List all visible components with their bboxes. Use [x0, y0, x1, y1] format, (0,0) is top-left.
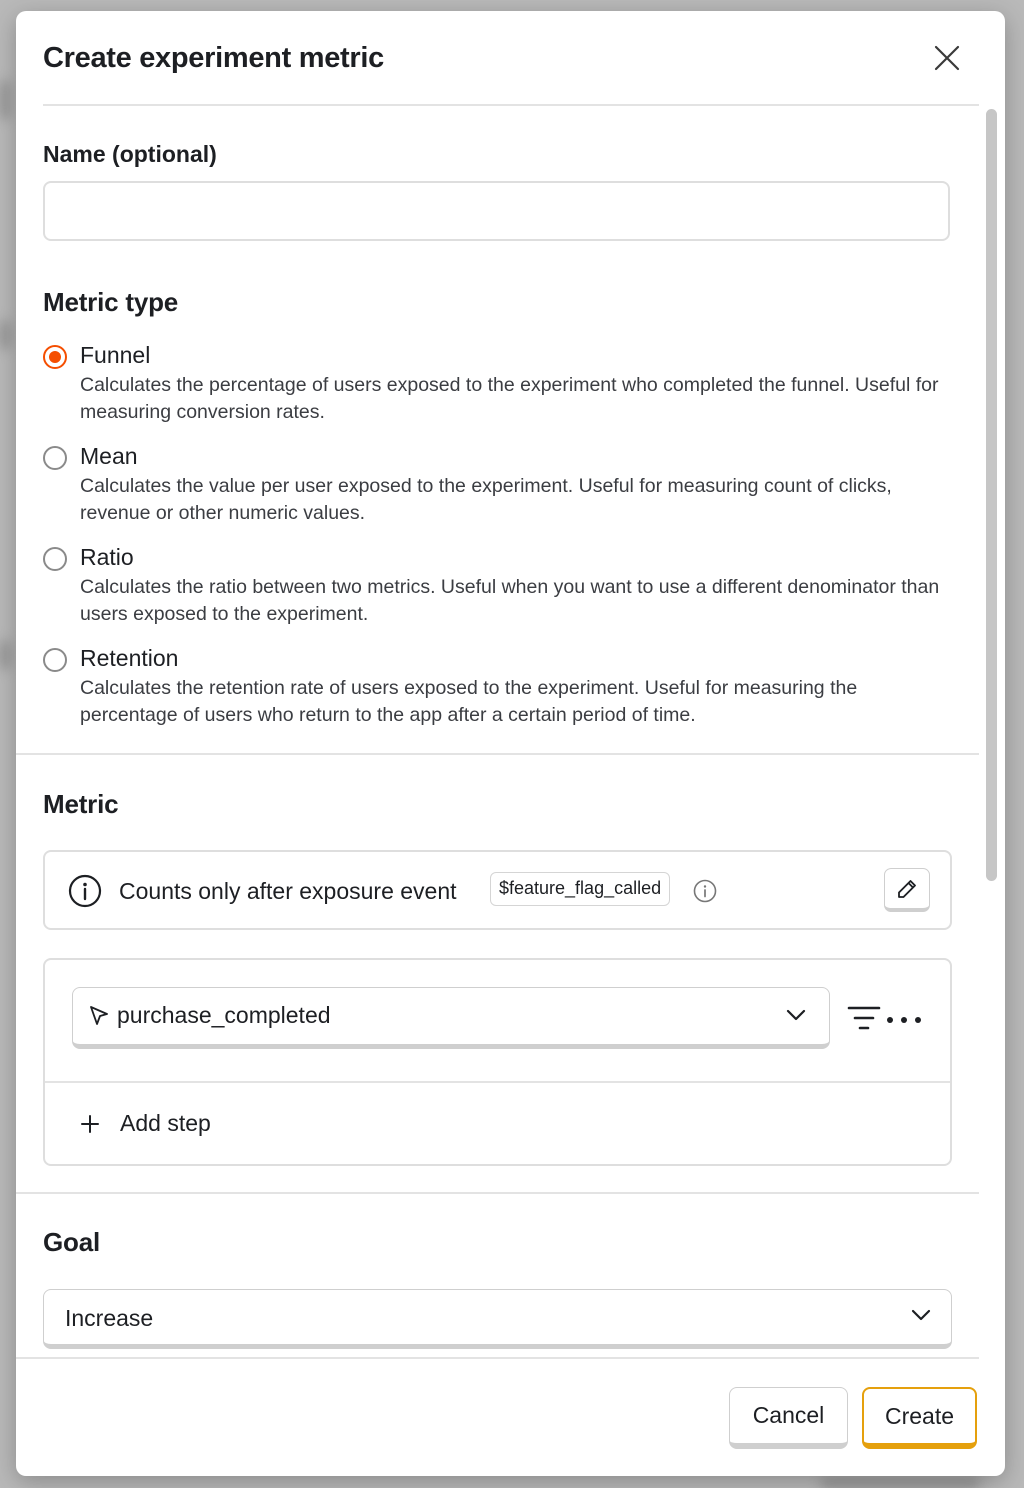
section-divider [16, 1192, 979, 1194]
event-select[interactable] [72, 987, 830, 1049]
name-label: Name (optional) [43, 141, 217, 167]
chevron-down-icon [785, 1008, 807, 1022]
background-blur [820, 1478, 980, 1488]
radio-description: Calculates the value per user exposed to the experiment. Useful for measuring count of clicks, revenue or other numeric values. [80, 475, 892, 524]
plus-icon [80, 1114, 100, 1134]
more-options-icon[interactable] [886, 1016, 922, 1024]
footer-divider [16, 1357, 979, 1359]
pencil-icon [896, 878, 918, 900]
scrollbar-thumb[interactable] [986, 109, 997, 881]
filter-icon[interactable] [847, 1005, 881, 1033]
cancel-button[interactable]: Cancel [729, 1387, 848, 1449]
radio-unchecked[interactable] [43, 648, 67, 672]
background-blur [0, 80, 10, 120]
radio-label: Funnel [80, 342, 151, 368]
metric-type-heading: Metric type [43, 287, 179, 317]
name-input[interactable] [43, 181, 950, 241]
radio-label: Mean [80, 443, 138, 469]
add-step-label: Add step [120, 1110, 211, 1136]
event-name: purchase_completed [117, 1002, 331, 1028]
funnel-steps-box [43, 958, 952, 1166]
radio-description: Calculates the retention rate of users exposed to the experiment. Useful for measuring the percentage of users who return to the app after a certain period of time. [80, 677, 858, 726]
radio-unchecked[interactable] [43, 547, 67, 571]
radio-checked[interactable] [43, 345, 67, 369]
close-button[interactable] [930, 41, 964, 75]
cursor-icon [89, 1005, 109, 1027]
info-icon [68, 874, 102, 908]
goal-heading: Goal [43, 1227, 100, 1257]
radio-description: Calculates the percentage of users exposed to the experiment who completed the funnel. Useful for measuring conversion rates. [80, 374, 939, 423]
metric-heading: Metric [43, 789, 119, 819]
radio-label: Retention [80, 645, 179, 671]
header-divider [43, 104, 979, 106]
background-blur [0, 320, 10, 350]
create-button[interactable]: Create [862, 1387, 977, 1449]
create-metric-modal [16, 11, 1005, 1476]
modal-title: Create experiment metric [43, 42, 384, 74]
radio-unchecked[interactable] [43, 446, 67, 470]
goal-value: Increase [65, 1305, 154, 1331]
radio-label: Ratio [80, 544, 134, 570]
edit-exposure-button[interactable] [884, 868, 930, 912]
chevron-down-icon [910, 1308, 932, 1322]
exposure-text: Counts only after exposure event [119, 878, 457, 904]
exposure-event-badge: $feature_flag_called [490, 872, 670, 906]
scrollbar[interactable] [983, 107, 1003, 1369]
section-divider [16, 753, 979, 755]
goal-select[interactable] [43, 1289, 952, 1349]
exposure-event-box [43, 850, 952, 930]
radio-description: Calculates the ratio between two metrics. Useful when you want to use a different denominator than users exposed to the experiment. [80, 576, 940, 625]
close-icon [934, 45, 960, 71]
info-tooltip-icon[interactable] [693, 879, 717, 903]
background-blur [0, 640, 10, 670]
steps-divider [45, 1081, 950, 1083]
